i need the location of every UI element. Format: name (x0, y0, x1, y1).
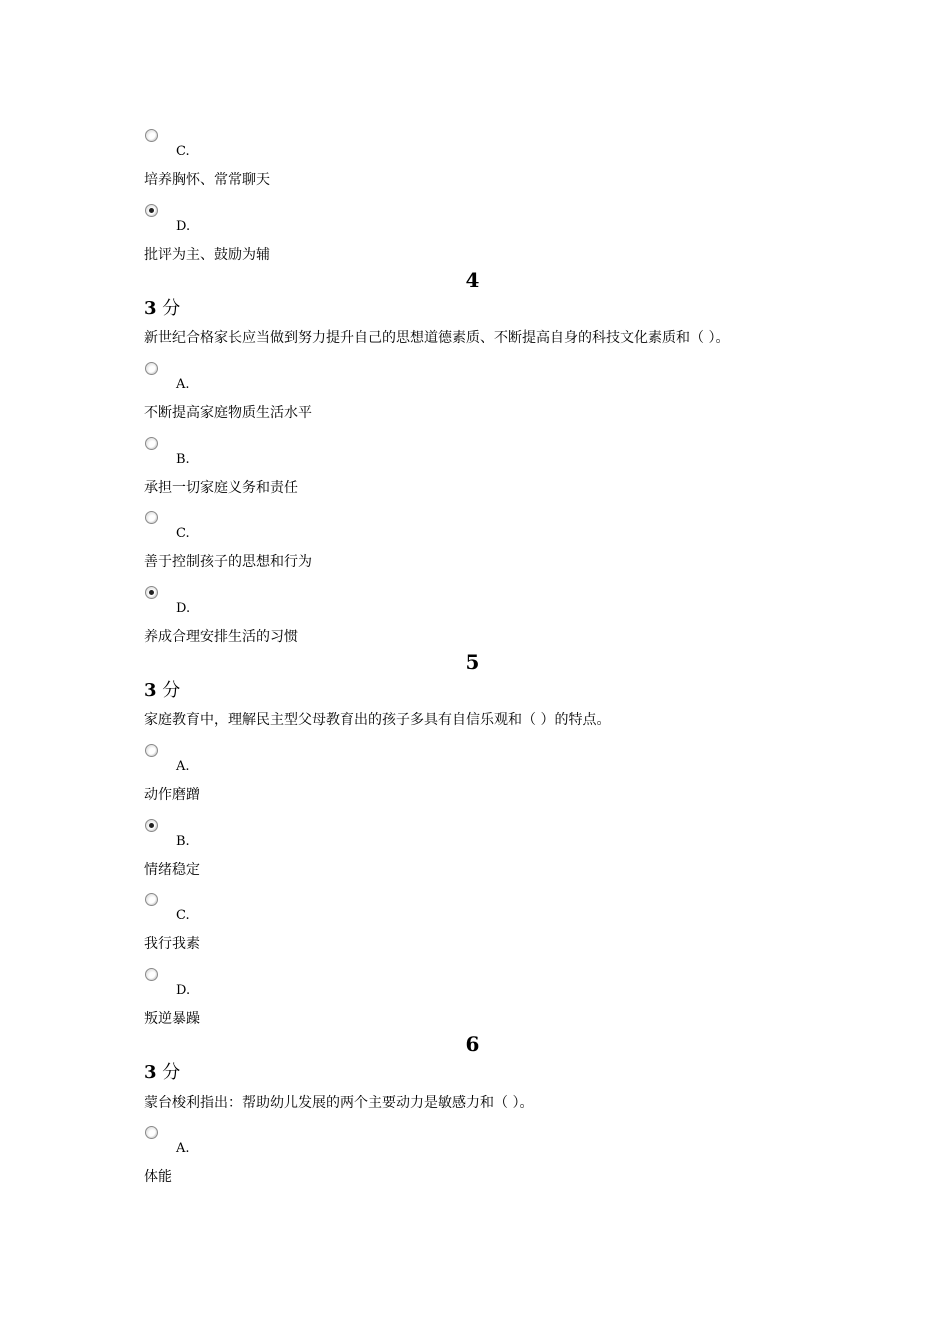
question-score: 3 分 (144, 680, 181, 701)
option-a-radio[interactable] (145, 744, 158, 757)
option-c-radio[interactable] (145, 511, 158, 524)
question-prompt: 蒙台梭利指出：帮助幼儿发展的两个主要动力是敏感力和（ ）。 (144, 1095, 534, 1111)
question-score: 3 分 (144, 1062, 181, 1083)
option-text: 叛逆暴躁 (144, 1011, 200, 1027)
option-a-radio[interactable] (145, 1126, 158, 1139)
option-letter: C. (176, 144, 190, 159)
option-letter: C. (176, 526, 190, 541)
option-d-radio[interactable] (145, 586, 158, 599)
option-text: 培养胸怀、常常聊天 (144, 172, 270, 188)
question-prompt: 家庭教育中，理解民主型父母教育出的孩子多具有自信乐观和（ ）的特点。 (144, 712, 611, 728)
option-letter: A. (176, 759, 190, 774)
option-text: 我行我素 (144, 936, 200, 952)
option-text: 不断提高家庭物质生活水平 (144, 405, 312, 421)
option-b-radio[interactable] (145, 819, 158, 832)
option-c-radio[interactable] (145, 129, 158, 142)
option-text: 承担一切家庭义务和责任 (144, 480, 298, 496)
option-letter: D. (176, 219, 191, 234)
option-text: 批评为主、鼓励为辅 (144, 247, 270, 263)
option-text: 情绪稳定 (144, 862, 200, 878)
option-letter: D. (176, 601, 191, 616)
option-letter: B. (176, 452, 190, 467)
question-number: 5 (465, 650, 480, 674)
option-letter: D. (176, 983, 191, 998)
option-letter: A. (176, 1141, 190, 1156)
question-number: 4 (465, 268, 480, 292)
option-text: 养成合理安排生活的习惯 (144, 629, 298, 645)
option-text: 动作磨蹭 (144, 787, 200, 803)
option-d-radio[interactable] (145, 968, 158, 981)
option-a-radio[interactable] (145, 362, 158, 375)
option-letter: C. (176, 908, 190, 923)
option-letter: A. (176, 377, 190, 392)
question-prompt: 新世纪合格家长应当做到努力提升自己的思想道德素质、不断提高自身的科技文化素质和（ ）。 (144, 330, 730, 346)
option-d-radio[interactable] (145, 204, 158, 217)
question-score: 3 分 (144, 298, 181, 319)
option-text: 体能 (144, 1169, 172, 1185)
option-text: 善于控制孩子的思想和行为 (144, 554, 312, 570)
option-c-radio[interactable] (145, 893, 158, 906)
question-number: 6 (465, 1032, 480, 1056)
option-b-radio[interactable] (145, 437, 158, 450)
option-letter: B. (176, 834, 190, 849)
